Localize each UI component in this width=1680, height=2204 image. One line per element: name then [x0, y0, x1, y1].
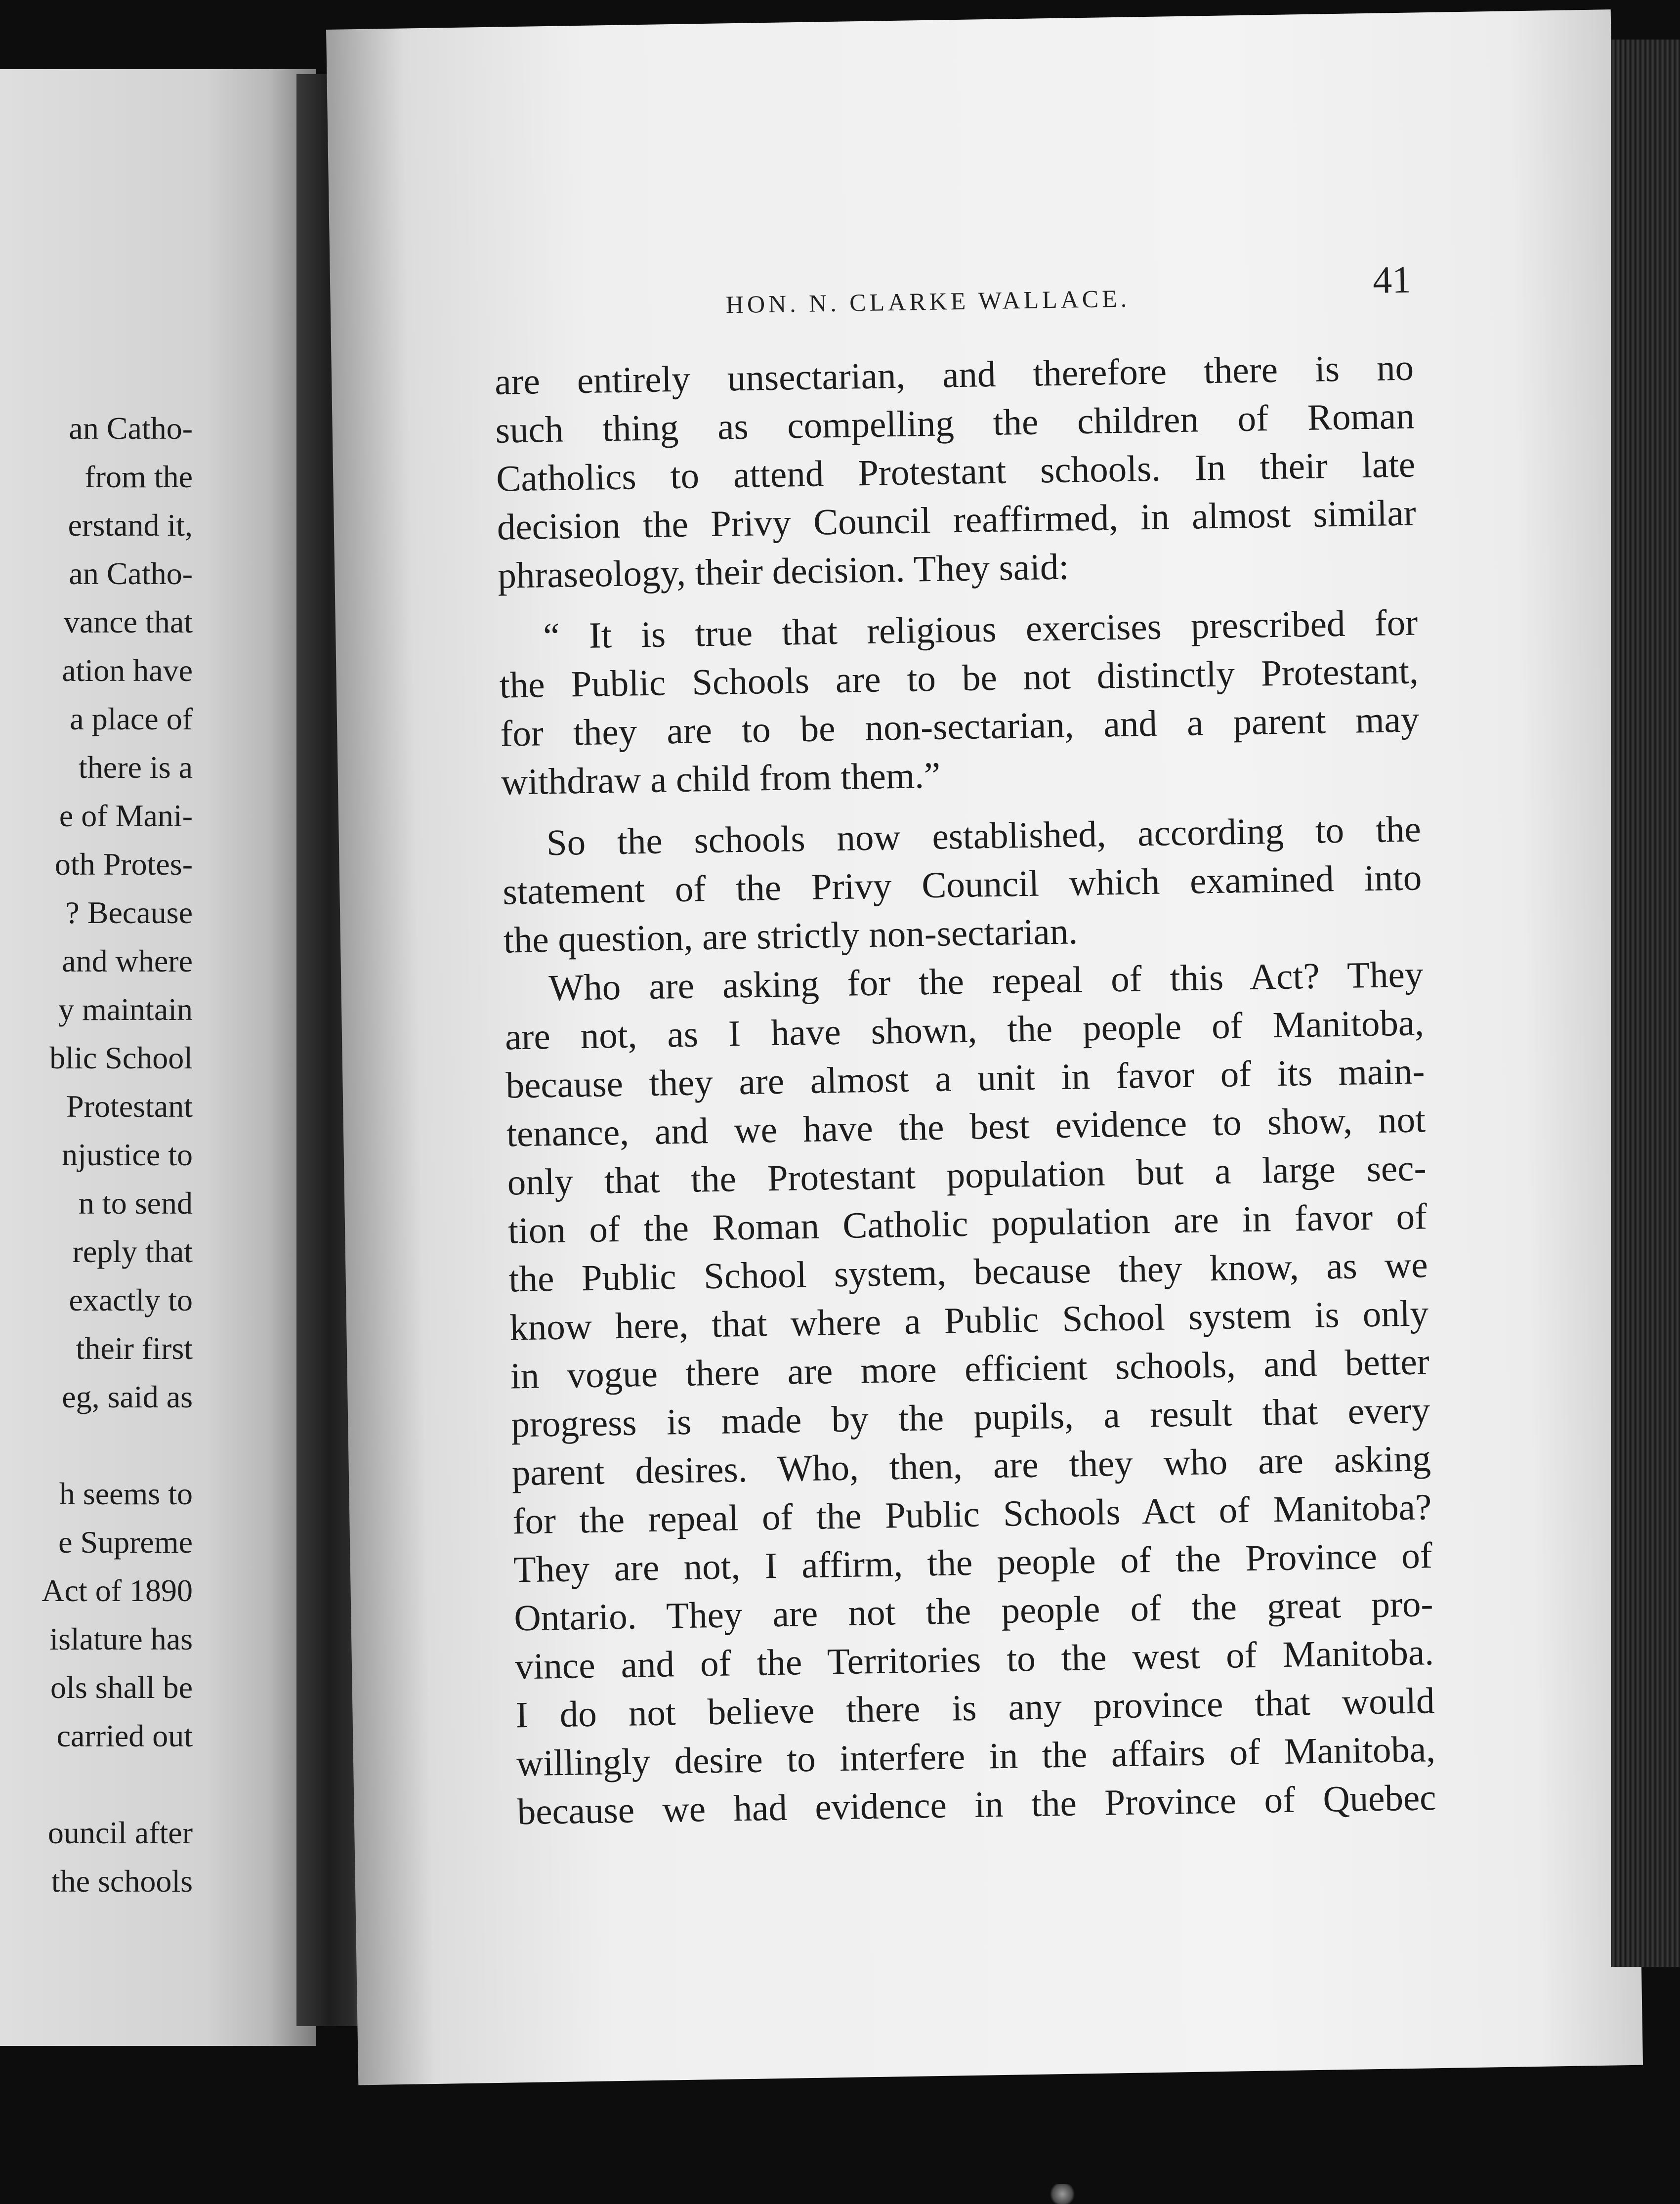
- text-line: “ It is true that religious exercises prescribed for: [543, 602, 1418, 657]
- left-page-line: h seems to: [59, 1476, 193, 1511]
- text-line: for the repeal of the Public Schools Act of Manitoba?: [512, 1486, 1432, 1542]
- text-line: the Public Schools are to be not distinctly Protestant,: [499, 650, 1419, 706]
- text-line: phraseology, their decision. They said:: [497, 546, 1069, 596]
- body-text: [494, 344, 1436, 1837]
- text-line: the question, are strictly non-sectarian.: [503, 911, 1078, 961]
- text-line: because they are almost a unit in favor of its main-: [505, 1051, 1426, 1106]
- left-page-line: ouncil after: [47, 1815, 193, 1850]
- left-page-line: ? Because: [65, 895, 193, 930]
- text-line: parent desires. Who, then, are they who are asking: [511, 1438, 1431, 1494]
- left-page-line: ation have: [62, 653, 193, 688]
- left-page-line: islature has: [49, 1621, 193, 1656]
- text-line: the Public School system, because they know, as we: [508, 1244, 1428, 1300]
- text-line: willingly desire to interfere in the affairs of Manitoba,: [516, 1729, 1436, 1784]
- left-page-line: e of Mani-: [59, 798, 193, 833]
- text-line: only that the Protestant population but a large sec-: [507, 1147, 1427, 1203]
- left-page-line: oth Protes-: [54, 847, 193, 882]
- text-line: tion of the Roman Catholic population are in favor of: [507, 1196, 1428, 1252]
- text-line: Catholics to attend Protestant schools. In their late: [496, 444, 1416, 500]
- left-page-line: the schools: [51, 1864, 193, 1899]
- current-page: [326, 9, 1643, 2085]
- left-page-line: an Catho-: [69, 556, 193, 591]
- paragraph-2: [502, 805, 1423, 965]
- paragraph-1: [494, 344, 1417, 600]
- text-line: because we had evidence in the Province of Quebec: [517, 1777, 1437, 1833]
- text-line: vince and of the Territories to the west of Manitoba.: [514, 1632, 1434, 1688]
- previous-page: [0, 69, 316, 2046]
- left-page-line: erstand it,: [68, 508, 193, 543]
- text-line: withdraw a child from them.”: [501, 755, 941, 803]
- text-line: progress is made by the pupils, a result that every: [510, 1390, 1430, 1445]
- text-line: They are not, I affirm, the people of the Province of: [513, 1535, 1433, 1591]
- left-page-line: n to send: [78, 1186, 193, 1221]
- text-line: are not, as I have shown, the people of Manitoba,: [504, 1002, 1425, 1058]
- dust-speck: [1048, 2184, 1077, 2204]
- running-head: HON. N. CLARKE WALLACE.: [725, 284, 1131, 319]
- left-page-line: their first: [76, 1331, 193, 1366]
- text-line: Ontario. They are not the people of the great pro-: [513, 1583, 1433, 1639]
- text-line: decision the Privy Council reaffirmed, in almost similar: [497, 492, 1417, 548]
- text-line: I do not believe there is any province that would: [515, 1680, 1435, 1736]
- left-page-line: Act of 1890: [42, 1573, 193, 1608]
- left-page-line: reply that: [72, 1234, 193, 1269]
- left-page-line: e Supreme: [58, 1525, 193, 1560]
- left-page-line: exactly to: [69, 1282, 193, 1317]
- block-quote: [499, 598, 1421, 806]
- page-number: 41: [1372, 257, 1412, 301]
- text-line: are entirely unsectarian, and therefore there is no: [494, 347, 1414, 403]
- text-line: tenance, and we have the best evidence to show, not: [506, 1099, 1426, 1155]
- text-line: such thing as compelling the children of Roman: [495, 395, 1415, 451]
- left-page-line: from the: [84, 459, 193, 494]
- left-page-line: y maintain: [58, 992, 193, 1027]
- text-line: So the schools now established, according to the: [546, 808, 1422, 864]
- left-page-line: and where: [62, 943, 193, 978]
- text-line: statement of the Privy Council which examined into: [502, 857, 1422, 913]
- left-page-line: a place of: [70, 701, 193, 736]
- left-page-line: Protestant: [66, 1089, 193, 1124]
- text-line: for they are to be non-sectarian, and a parent may: [500, 699, 1420, 755]
- page-edges: [1611, 40, 1680, 1967]
- paragraph-3: [504, 950, 1436, 1836]
- left-page-line: eg, said as: [62, 1379, 193, 1414]
- text-line: in vogue there are more efficient schools, and better: [510, 1341, 1430, 1397]
- left-page-line: ols shall be: [50, 1670, 193, 1705]
- text-line: know here, that where a Public School system is only: [509, 1293, 1429, 1349]
- left-page-line: carried out: [56, 1718, 193, 1753]
- left-page-line: vance that: [63, 604, 193, 639]
- text-line: Who are asking for the repeal of this Act? They: [548, 954, 1424, 1009]
- left-page-line: there is a: [79, 750, 193, 785]
- left-page-line: njustice to: [62, 1137, 193, 1172]
- left-page-line: an Catho-: [69, 411, 193, 446]
- left-page-line: blic School: [49, 1040, 193, 1075]
